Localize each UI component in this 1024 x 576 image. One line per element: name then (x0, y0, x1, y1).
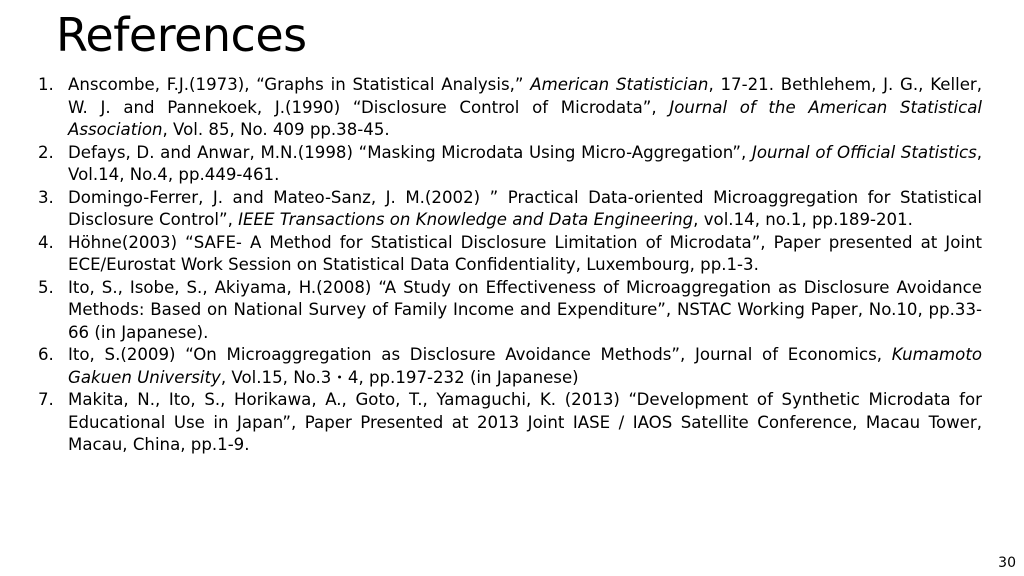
reference-number: 7. (38, 390, 54, 409)
reference-item (38, 74, 982, 142)
journal-title: Journal of Official Statistics (751, 142, 977, 162)
slide-title: References (56, 8, 307, 62)
reference-item (38, 232, 982, 277)
reference-text: Ito, S., Isobe, S., Akiyama, H.(2008) “A Study on Effectiveness of Microaggregation as Disclosure Avoidance Methods: Based on National Survey of Family Income and Expenditure”, NSTAC Working Paper, No.10, pp.33-66 (in Japanese). (68, 277, 982, 342)
page-number: 30 (998, 555, 1016, 571)
journal-title: IEEE Transactions on Knowledge and Data Engineering (238, 210, 694, 229)
reference-item (38, 389, 982, 457)
journal-title: Kumamoto Gakuen University (68, 345, 982, 387)
journal-title: American Statistician (530, 75, 709, 94)
reference-number: 3. (38, 187, 54, 207)
reference-number: 1. (38, 75, 54, 94)
journal-title: Journal of the American Statistical Association (68, 97, 982, 139)
reference-item (38, 187, 982, 232)
reference-text: Domingo-Ferrer, J. and Mateo-Sanz, J. M.(2002) ” Practical Data-oriented Microaggregation for Statistical Disclosure Control”, IEEE Transactions on Knowledge and Data Engineering, vol.14, no.1, pp.189-201. (68, 187, 982, 229)
reference-text: Defays, D. and Anwar, M.N.(1998) “Masking Microdata Using Micro-Aggregation”, Journal of Official Statistics, Vol.14, No.4, pp.449-461. (68, 142, 982, 184)
reference-number: 6. (38, 345, 54, 364)
reference-text: Makita, N., Ito, S., Horikawa, A., Goto, T., Yamaguchi, K. (2013) “Development of Synthetic Microdata for Educational Use in Japan”, Paper Presented at 2013 Joint IASE / IAOS Satellite Conference, Macau Tower, Macau, China, pp.1-9. (68, 390, 982, 454)
reference-number: 2. (38, 142, 54, 162)
reference-item (38, 344, 982, 389)
reference-text: Ito, S.(2009) “On Microaggregation as Disclosure Avoidance Methods”, Journal of Economics, Kumamoto Gakuen University, Vol.15, No.3・4, pp.197-232 (in Japanese) (68, 345, 982, 387)
reference-item (38, 142, 982, 187)
reference-item (38, 277, 982, 345)
reference-number: 5. (38, 277, 54, 297)
reference-list (38, 74, 982, 457)
reference-text: Anscombe, F.J.(1973), “Graphs in Statistical Analysis,” American Statistician, 17-21. Bethlehem, J. G., Keller, W. J. and Pannekoek, J.(1990) “Disclosure Control of Microdata”, Journal of the American Statistical Association, Vol. 85, No. 409 pp.38-45. (68, 75, 982, 139)
reference-text: Höhne(2003) “SAFE- A Method for Statistical Disclosure Limitation of Microdata”, Paper presented at Joint ECE/Eurostat Work Session on Statistical Data Confidentiality, Luxembourg, pp.1-3. (68, 232, 982, 274)
reference-number: 4. (38, 232, 54, 252)
